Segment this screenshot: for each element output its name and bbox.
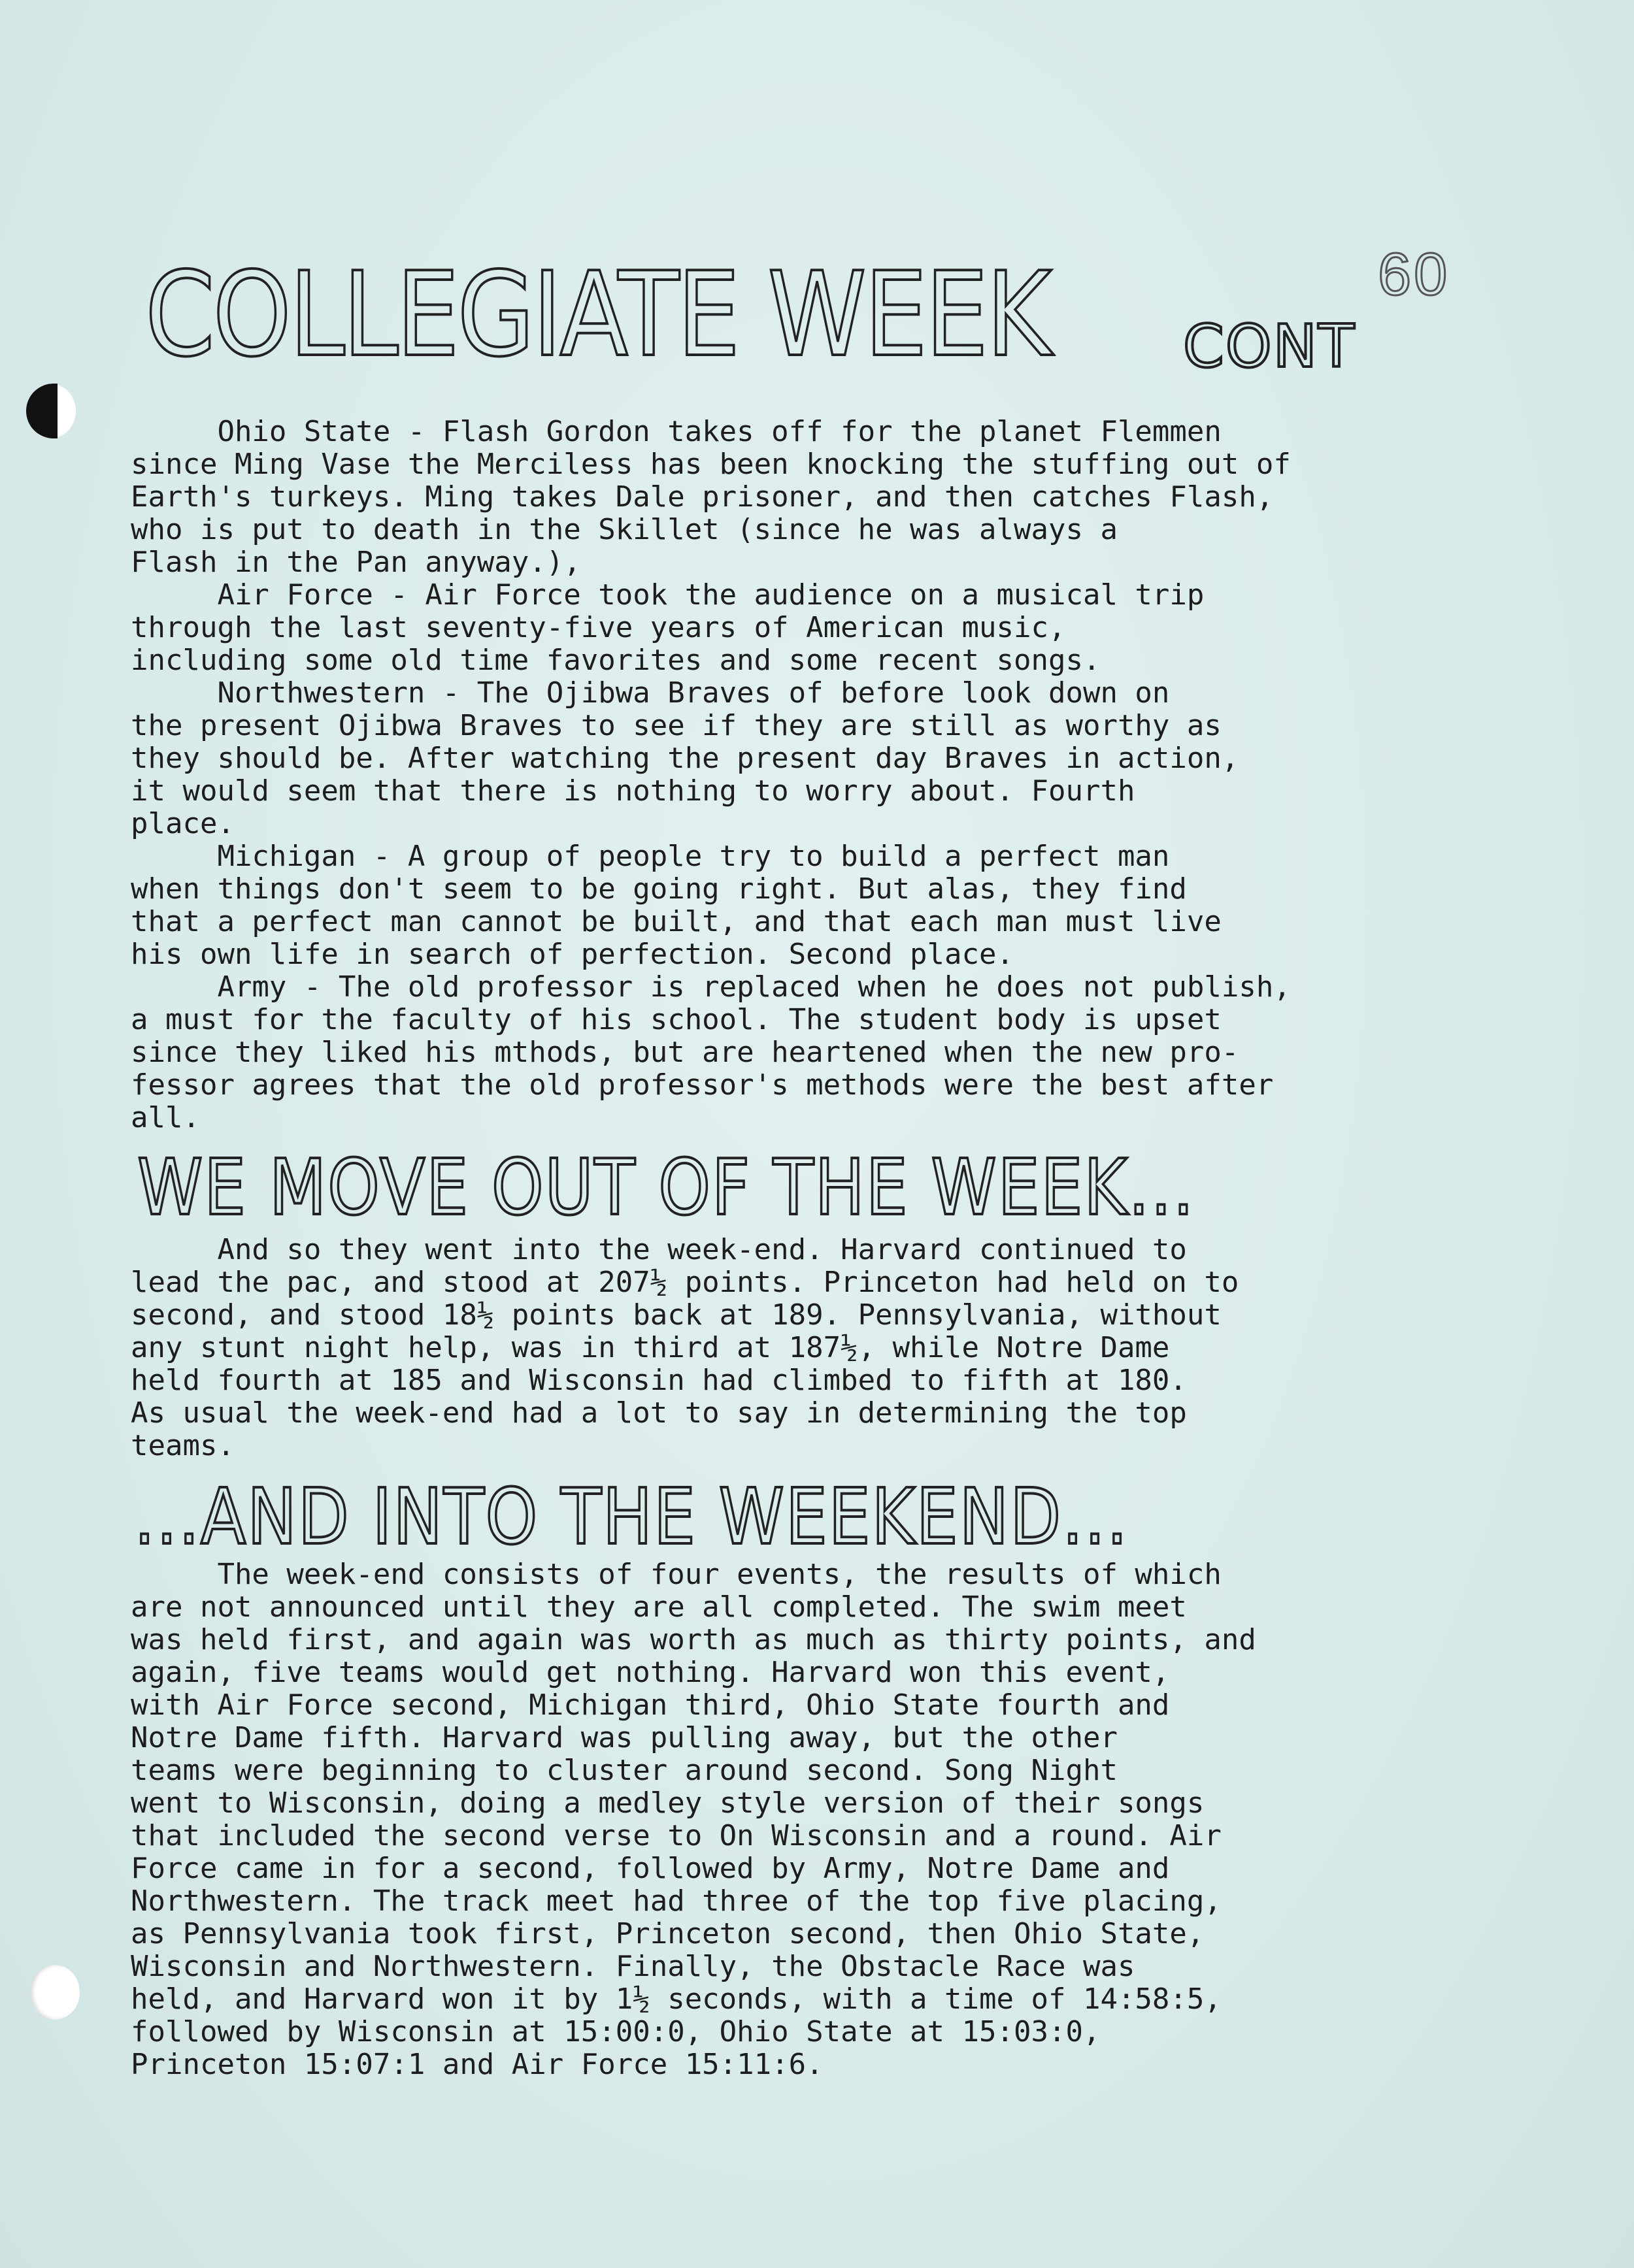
- text-line: Wisconsin and Northwestern. Finally, the Obstacle Race was: [131, 1950, 1135, 1983]
- text-line: held, and Harvard won it by 1½ seconds, with a time of 14:58:5,: [131, 1982, 1222, 2016]
- text-line: including some old time favorites and some recent songs.: [131, 644, 1101, 677]
- page-title: COLLEGIATE WEEK: [145, 247, 1050, 382]
- text-line: teams.: [131, 1429, 235, 1462]
- text-line: when things don't seem to be going right. But alas, they find: [131, 872, 1187, 906]
- text-line: with Air Force second, Michigan third, Ohio State fourth and: [131, 1688, 1170, 1722]
- text-line: that a perfect man cannot be built, and that each man must live: [131, 905, 1222, 938]
- text-line: a must for the faculty of his school. The student body is upset: [131, 1003, 1222, 1036]
- text-line: Northwestern - The Ojibwa Braves of before look down on: [131, 676, 1170, 710]
- text-line: Notre Dame fifth. Harvard was pulling away, but the other: [131, 1721, 1118, 1754]
- text-line: teams were beginning to cluster around second. Song Night: [131, 1754, 1118, 1787]
- text-line: fessor agrees that the old professor's methods were the best after: [131, 1068, 1274, 1102]
- text-line: held fourth at 185 and Wisconsin had climbed to fifth at 180.: [131, 1364, 1187, 1397]
- text-line: that included the second verse to On Wisconsin and a round. Air: [131, 1819, 1222, 1852]
- section-heading-move-out: WE MOVE OUT OF THE WEEK...: [137, 1142, 1195, 1232]
- text-line: through the last seventy-five years of American music,: [131, 611, 1066, 644]
- text-line: followed by Wisconsin at 15:00:0, Ohio State at 15:03:0,: [131, 2015, 1101, 2048]
- text-line: again, five teams would get nothing. Harvard won this event,: [131, 1656, 1170, 1689]
- text-line: since they liked his mthods, but are heartened when the new pro-: [131, 1036, 1239, 1069]
- text-line: And so they went into the week-end. Harvard continued to: [131, 1233, 1187, 1266]
- section-standings-text: [131, 1234, 1516, 1462]
- binder-hole-top: [26, 384, 76, 438]
- text-line: it would seem that there is nothing to worry about. Fourth: [131, 774, 1135, 808]
- text-line: place.: [131, 807, 235, 840]
- text-line: Princeton 15:07:1 and Air Force 15:11:6.: [131, 2048, 824, 2081]
- text-line: Air Force - Air Force took the audience on a musical trip: [131, 578, 1205, 612]
- section-heading-weekend: ...AND INTO THE WEEKEND...: [134, 1471, 1129, 1562]
- text-line: any stunt night help, was in third at 187½, while Notre Dame: [131, 1331, 1170, 1364]
- text-line: As usual the week-end had a lot to say in determining the top: [131, 1396, 1187, 1430]
- text-line: who is put to death in the Skillet (since he was always a: [131, 513, 1118, 546]
- text-line: The week-end consists of four events, the results of which: [131, 1558, 1222, 1591]
- text-line: they should be. After watching the present day Braves in action,: [131, 742, 1239, 775]
- text-line: Northwestern. The track meet had three of the top five placing,: [131, 1884, 1222, 1918]
- page-number: 60: [1378, 241, 1450, 308]
- text-line: Michigan - A group of people try to build a perfect man: [131, 840, 1170, 873]
- section-skits-text: [131, 416, 1516, 1134]
- binder-hole-bottom: [30, 1965, 80, 2020]
- text-line: second, and stood 18½ points back at 189. Pennsylvania, without: [131, 1298, 1222, 1332]
- text-line: Ohio State - Flash Gordon takes off for the planet Flemmen: [131, 415, 1222, 448]
- text-line: went to Wisconsin, doing a medley style version of their songs: [131, 1786, 1205, 1820]
- text-line: lead the pac, and stood at 207½ points. Princeton had held on to: [131, 1266, 1239, 1299]
- text-line: his own life in search of perfection. Second place.: [131, 938, 1014, 971]
- section-weekend-text: [131, 1558, 1516, 2081]
- text-line: Force came in for a second, followed by Army, Notre Dame and: [131, 1852, 1170, 1885]
- text-line: as Pennsylvania took first, Princeton second, then Ohio State,: [131, 1917, 1205, 1950]
- text-line: was held first, and again was worth as much as thirty points, and: [131, 1623, 1256, 1656]
- text-line: Army - The old professor is replaced when he does not publish,: [131, 970, 1291, 1004]
- text-line: the present Ojibwa Braves to see if they are still as worthy as: [131, 709, 1222, 742]
- text-line: Flash in the Pan anyway.),: [131, 546, 581, 579]
- text-line: since Ming Vase the Merciless has been knocking the stuffing out of: [131, 448, 1291, 481]
- title-continued-label: CONT: [1183, 312, 1356, 381]
- text-line: all.: [131, 1101, 200, 1134]
- text-line: Earth's turkeys. Ming takes Dale prisoner, and then catches Flash,: [131, 480, 1274, 514]
- text-line: are not announced until they are all completed. The swim meet: [131, 1590, 1187, 1624]
